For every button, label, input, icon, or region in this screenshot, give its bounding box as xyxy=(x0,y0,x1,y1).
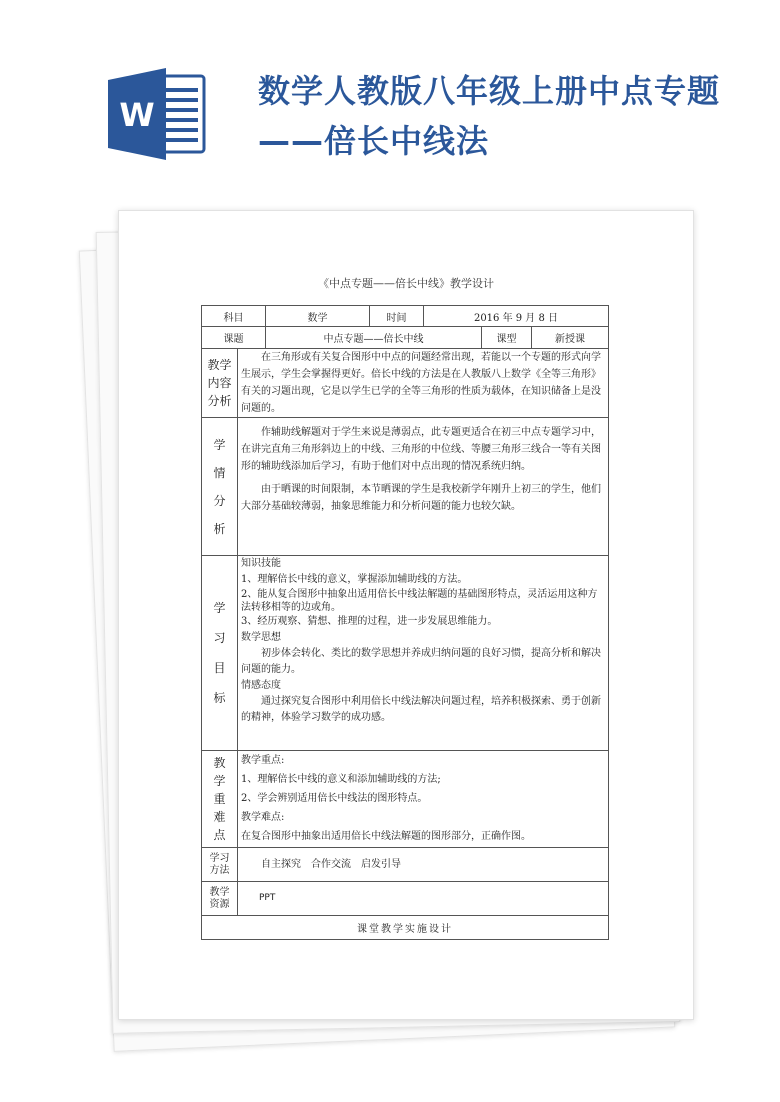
page-title: 数学人教版八年级上册中点专题——倍长中线法 xyxy=(258,72,721,160)
content-analysis-text: 在三角形或有关复合图形中中点的问题经常出现，若能以一个专题的形式向学生展示，学生会掌握得更好。倍长中线的方法是在人教版八上数学《全等三角形》有关的习题出现，它是以学生已学的全等三角形的性质为载体，在知识储备上是没问题的。 xyxy=(238,349,609,418)
document-title: 《中点专题——倍长中线》教学设计 xyxy=(318,277,494,290)
key-points-text: 教学重点: 1、理解倍长中线的意义和添加辅助线的方法; 2、学会辨别适用倍长中线法的图形特点。 教学难点: 在复合图形中抽象出适用倍长中线法解题的图形部分，正确作图。 xyxy=(238,751,609,848)
type-label: 课型 xyxy=(482,327,532,349)
key-points-label: 教 学 重 难 点 xyxy=(202,751,238,848)
page-header xyxy=(0,0,780,200)
document-page xyxy=(118,210,694,1020)
table-row-key-points xyxy=(202,751,609,848)
table-row-footer xyxy=(202,916,609,940)
methods-label: 学习 方法 xyxy=(202,848,238,882)
time-value: 2016 年 9 月 8 日 xyxy=(424,306,609,327)
resources-label: 教学 资源 xyxy=(202,882,238,916)
type-value: 新授课 xyxy=(532,327,609,349)
time-label: 时间 xyxy=(370,306,424,327)
table-row-subject xyxy=(202,306,609,327)
table-row-topic xyxy=(202,327,609,349)
topic-value: 中点专题——倍长中线 xyxy=(266,327,482,349)
methods-text: 自主探究 合作交流 启发引导 xyxy=(238,848,609,882)
lesson-plan-table xyxy=(201,305,609,940)
content-analysis-label: 教学 内容 分析 xyxy=(202,349,238,418)
table-row-content-analysis xyxy=(202,349,609,418)
table-row-student-analysis xyxy=(202,418,609,556)
word-document-icon xyxy=(108,68,208,160)
table-row-learning-goals xyxy=(202,556,609,751)
learning-goals-label: 学 习 目 标 xyxy=(202,556,238,751)
subject-label: 科目 xyxy=(202,306,266,327)
learning-goals-text: 知识技能 1、理解倍长中线的意义，掌握添加辅助线的方法。 2、能从复合图形中抽象出适用倍长中线法解题的基础图形特点，灵活运用这种方法转移相等的边或角。 3、经历观察、猜想、推理的过程，进一步发展思维能力。 数学思想 初步体会转化、类比的数学思想并养成归纳问题的良好习惯，提高分析和解决问题的能力。 情感态度 通过探究复合图形中利用倍长中线法解决问题过程，培养积极探索、勇于创新的精神，体验学习数学的成功感。 xyxy=(238,556,609,751)
student-analysis-label: 学 情 分 析 xyxy=(202,418,238,556)
table-row-methods xyxy=(202,848,609,882)
resources-text: PPT xyxy=(238,882,609,916)
topic-label: 课题 xyxy=(202,327,266,349)
student-analysis-text: 作辅助线解题对于学生来说是薄弱点，此专题更适合在初三中点专题学习中，在讲完直角三角形斜边上的中线、三角形的中位线、等腰三角形三线合一等有关图形的辅助线添加后学习，有助于他们对中点出现的情况系统归纳。 由于晒课的时间限制，本节晒课的学生是我校新学年刚升上初三的学生，他们大部分基础较薄弱，抽象思维能力和分析问题的能力也较欠缺。 xyxy=(238,418,609,556)
classroom-design-heading: 课堂教学实施设计 xyxy=(202,916,609,940)
table-row-resources xyxy=(202,882,609,916)
svg-text:W: W xyxy=(119,96,155,134)
subject-value: 数学 xyxy=(266,306,370,327)
